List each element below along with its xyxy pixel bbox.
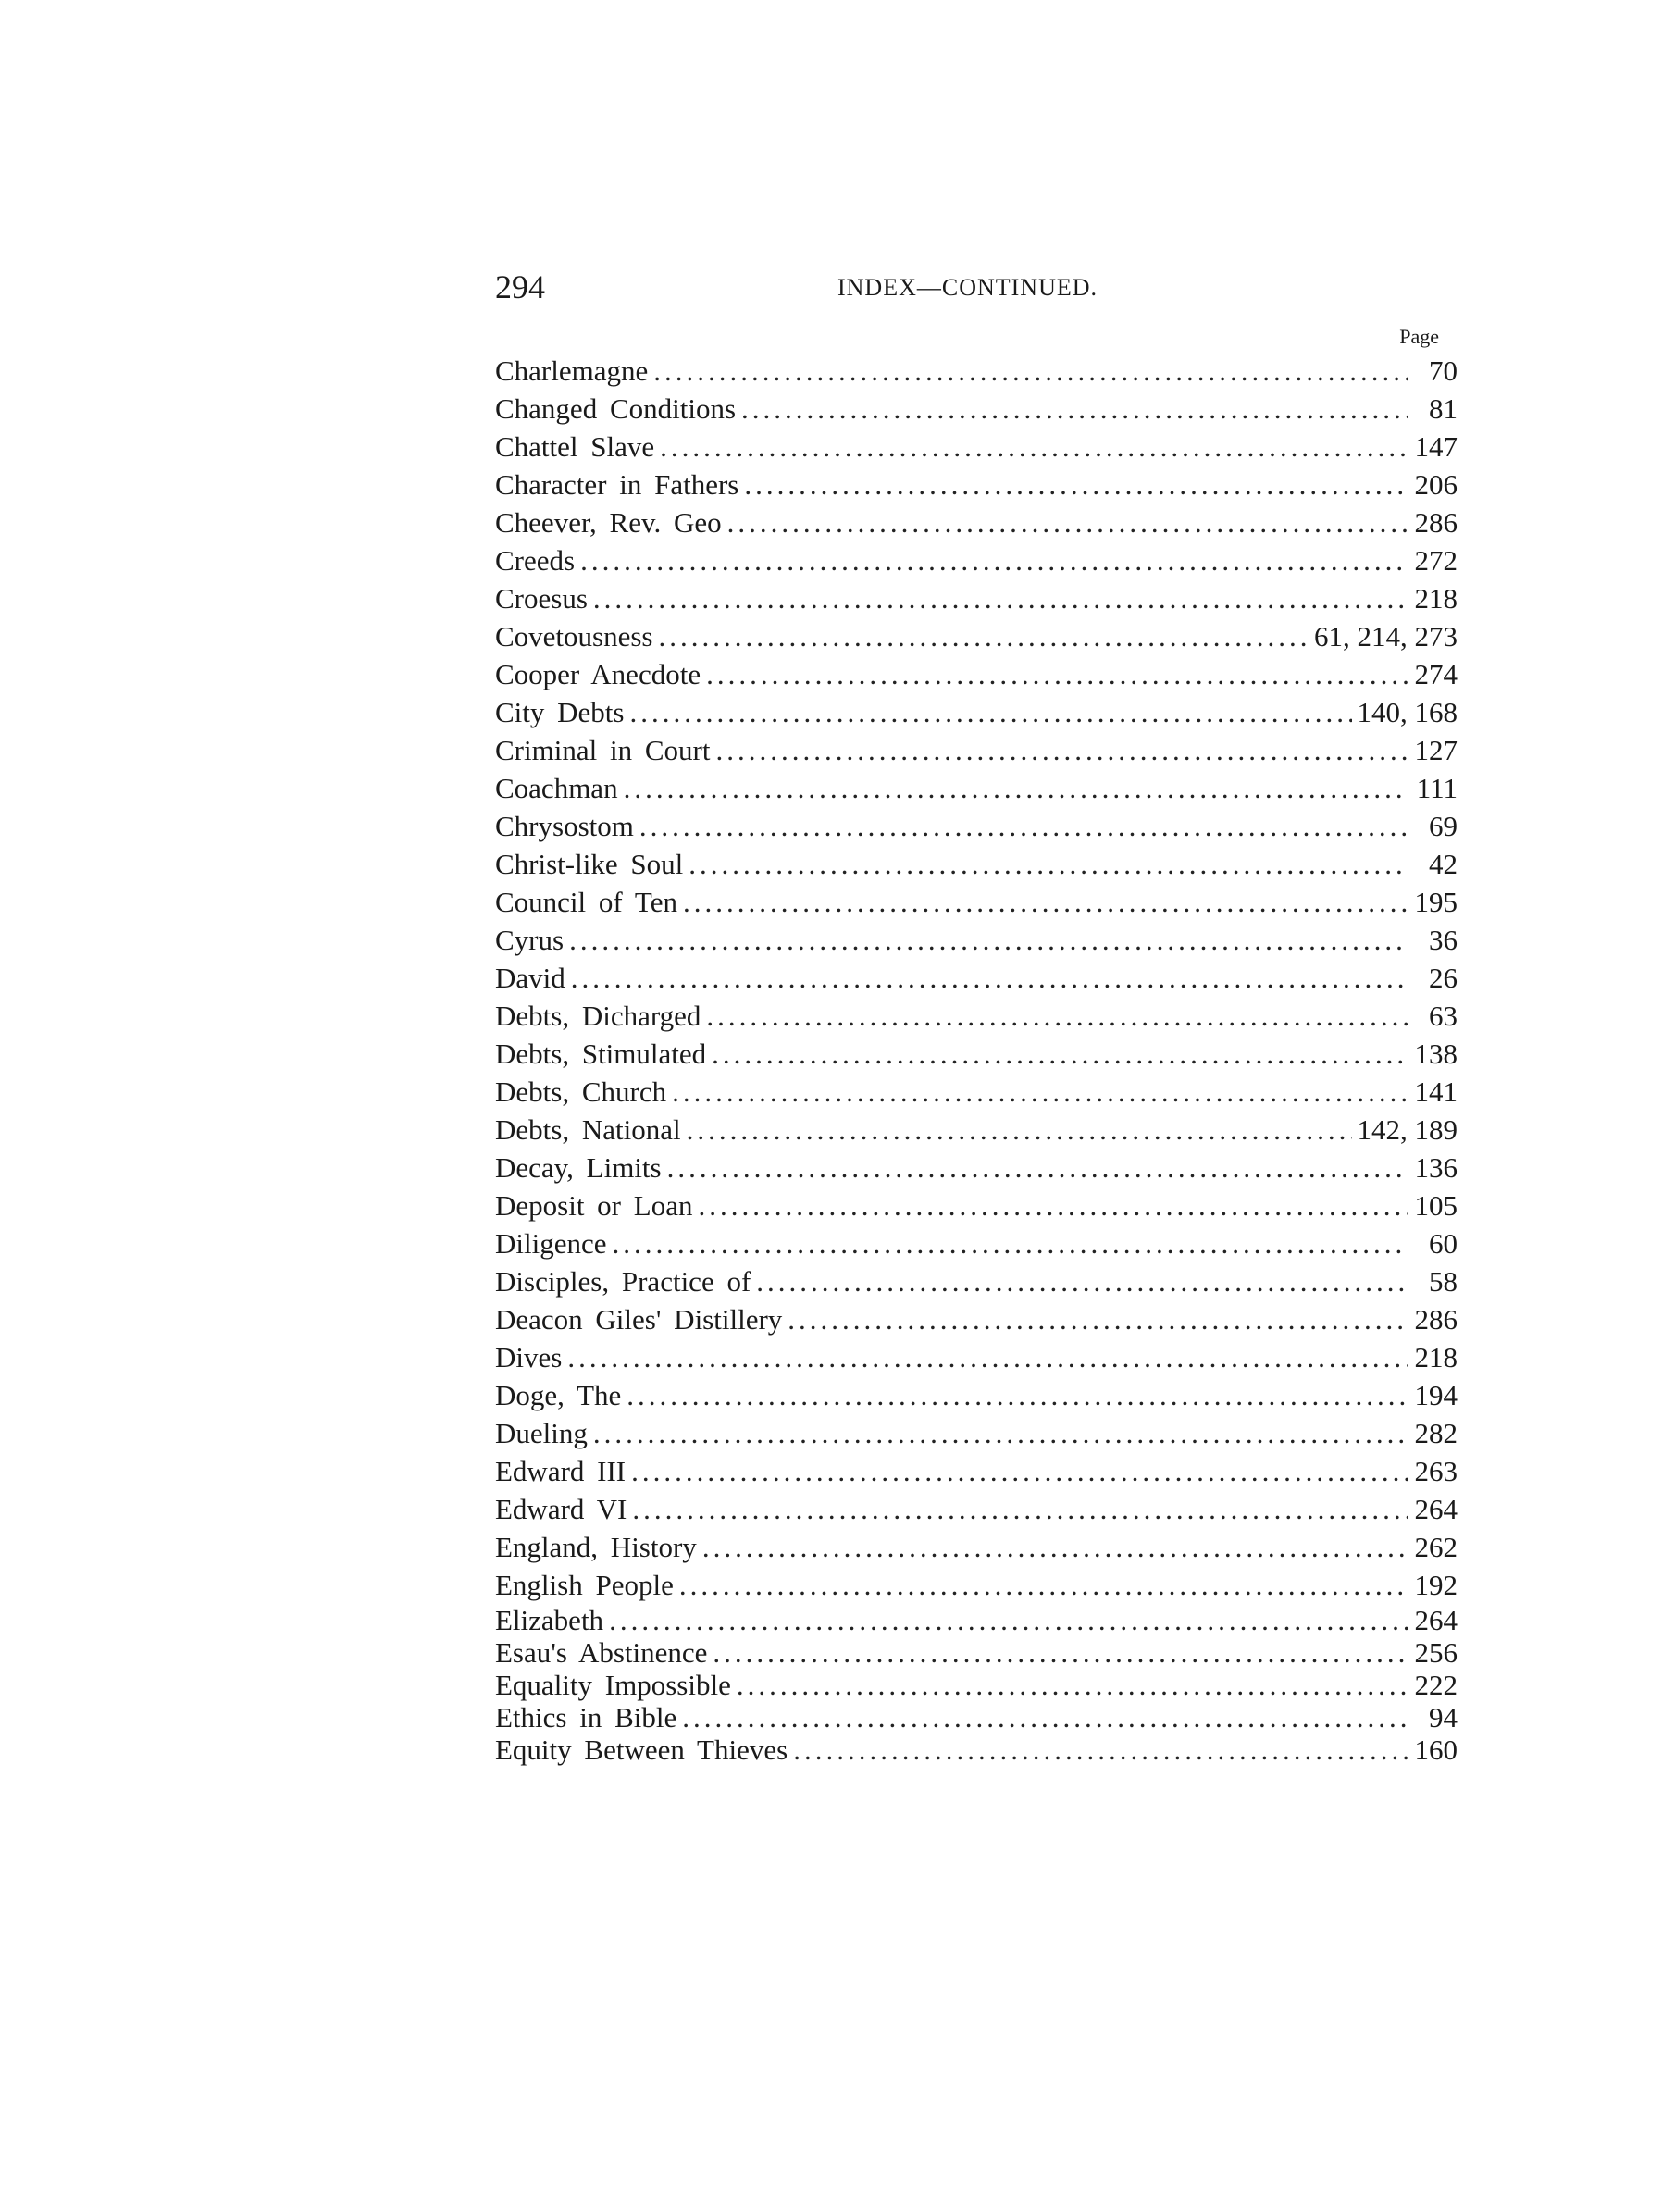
- dot-leader: [632, 1490, 1408, 1528]
- entry-term: Dives: [495, 1341, 563, 1373]
- entry-pages: 136: [1414, 1151, 1458, 1184]
- dot-leader: [593, 579, 1408, 617]
- entry-pages: 26: [1429, 962, 1458, 994]
- entry-term: English People: [495, 1569, 674, 1601]
- entry-term: Edward III: [495, 1455, 627, 1487]
- entry-term: Debts, Church: [495, 1075, 667, 1108]
- index-entry: [495, 693, 1458, 731]
- index-entry: [495, 1528, 1458, 1566]
- dot-leader: [659, 617, 1309, 655]
- index-entry: [495, 1149, 1458, 1187]
- page-header: [495, 268, 1458, 324]
- index-entry: [495, 1414, 1458, 1452]
- dot-leader: [682, 1701, 1408, 1734]
- dot-leader: [660, 428, 1408, 466]
- entry-pages: 264: [1414, 1493, 1458, 1525]
- dot-leader: [609, 1604, 1408, 1636]
- dot-leader: [793, 1734, 1408, 1766]
- entry-pages: 58: [1429, 1265, 1458, 1298]
- index-entry: [495, 466, 1458, 503]
- index-entry: [495, 997, 1458, 1035]
- dot-leader: [631, 1452, 1408, 1490]
- dot-leader: [627, 1376, 1408, 1414]
- index-entry: [495, 1636, 1458, 1669]
- index-entry: [495, 428, 1458, 466]
- entry-term: Debts, National: [495, 1113, 681, 1146]
- entry-pages: 195: [1414, 886, 1458, 918]
- entry-term: Dueling: [495, 1417, 588, 1449]
- dot-leader: [683, 883, 1408, 921]
- dot-leader: [715, 731, 1408, 769]
- entry-term: Disciples, Practice of: [495, 1265, 751, 1298]
- dot-leader: [667, 1149, 1408, 1187]
- entry-pages: 286: [1414, 506, 1458, 539]
- entry-pages: 272: [1414, 544, 1458, 577]
- entry-term: Equality Impossible: [495, 1669, 731, 1701]
- index-entry: [495, 1734, 1458, 1766]
- index-entry: [495, 1224, 1458, 1262]
- entry-pages: 218: [1414, 582, 1458, 615]
- entry-pages: 256: [1414, 1636, 1458, 1669]
- index-entry: [495, 1566, 1458, 1604]
- index-entry: [495, 1338, 1458, 1376]
- dot-leader: [653, 352, 1408, 390]
- dot-leader: [571, 959, 1408, 997]
- dot-leader: [788, 1300, 1408, 1338]
- dot-leader: [698, 1187, 1408, 1224]
- entry-pages: 105: [1414, 1189, 1458, 1222]
- dot-leader: [639, 807, 1408, 845]
- entry-term: England, History: [495, 1531, 697, 1563]
- index-entry: [495, 807, 1458, 845]
- entry-pages: 138: [1414, 1038, 1458, 1070]
- entry-term: Deposit or Loan: [495, 1189, 693, 1222]
- entry-pages: 160: [1414, 1734, 1458, 1766]
- entry-pages: 69: [1429, 810, 1458, 842]
- entry-pages: 127: [1414, 734, 1458, 766]
- entry-term: Criminal in Court: [495, 734, 711, 766]
- dot-leader: [706, 655, 1408, 693]
- dot-leader: [569, 921, 1408, 959]
- entry-term: Edward VI: [495, 1493, 627, 1525]
- dot-leader: [712, 1035, 1408, 1073]
- entry-pages: 142, 189: [1357, 1113, 1458, 1146]
- dot-leader: [727, 503, 1408, 541]
- entry-pages: 36: [1429, 924, 1458, 956]
- entry-term: Doge, The: [495, 1379, 622, 1411]
- dot-leader: [706, 997, 1408, 1035]
- index-entry: [495, 1669, 1458, 1701]
- entry-pages: 60: [1429, 1227, 1458, 1260]
- page-number: 294: [495, 268, 545, 305]
- entry-term: Christ-like Soul: [495, 848, 684, 880]
- index-entry: [495, 1701, 1458, 1734]
- index-entry: [495, 1300, 1458, 1338]
- index-entry: [495, 1490, 1458, 1528]
- index-entry: [495, 655, 1458, 693]
- dot-leader: [737, 1669, 1408, 1701]
- dot-leader: [672, 1073, 1408, 1111]
- entry-term: Decay, Limits: [495, 1151, 662, 1184]
- index-entry: [495, 921, 1458, 959]
- entry-term: David: [495, 962, 565, 994]
- dot-leader: [679, 1566, 1408, 1604]
- entry-term: Character in Fathers: [495, 468, 739, 501]
- entry-pages: 282: [1414, 1417, 1458, 1449]
- index-entry: [495, 883, 1458, 921]
- dot-leader: [567, 1338, 1408, 1376]
- dot-leader: [687, 1111, 1352, 1149]
- entry-pages: 263: [1414, 1455, 1458, 1487]
- dot-leader: [580, 541, 1408, 579]
- index-entry: [495, 352, 1458, 390]
- index-entry: [495, 1111, 1458, 1149]
- entry-pages: 194: [1414, 1379, 1458, 1411]
- entry-term: Diligence: [495, 1227, 607, 1260]
- dot-leader: [689, 845, 1408, 883]
- entry-term: Esau's Abstinence: [495, 1636, 708, 1669]
- index-entry: [495, 959, 1458, 997]
- entry-pages: 274: [1414, 658, 1458, 690]
- index-entry: [495, 503, 1458, 541]
- entry-term: Deacon Giles' Distillery: [495, 1303, 783, 1336]
- entry-term: Chattel Slave: [495, 430, 655, 463]
- entry-term: Changed Conditions: [495, 392, 737, 425]
- entry-term: Ethics in Bible: [495, 1701, 677, 1734]
- dot-leader: [593, 1414, 1408, 1452]
- dot-leader: [624, 769, 1408, 807]
- page-column-label: Page: [1399, 325, 1439, 348]
- index-entry: [495, 617, 1458, 655]
- dot-leader: [756, 1262, 1408, 1300]
- entry-pages: 42: [1429, 848, 1458, 880]
- dot-leader: [741, 390, 1408, 428]
- entry-pages: 286: [1414, 1303, 1458, 1336]
- index-entry: [495, 769, 1458, 807]
- entry-pages: 262: [1414, 1531, 1458, 1563]
- index-entry: [495, 1035, 1458, 1073]
- entry-pages: 140, 168: [1357, 696, 1458, 728]
- index-entry: [495, 1376, 1458, 1414]
- entry-pages: 81: [1429, 392, 1458, 425]
- index-entry: [495, 845, 1458, 883]
- dot-leader: [629, 693, 1351, 731]
- dot-leader: [713, 1636, 1408, 1669]
- index-entry: [495, 541, 1458, 579]
- entry-term: Coachman: [495, 772, 618, 804]
- index-entry: [495, 1073, 1458, 1111]
- index-entry: [495, 390, 1458, 428]
- entry-pages: 147: [1414, 430, 1458, 463]
- index-entry: [495, 1262, 1458, 1300]
- entry-term: Elizabeth: [495, 1604, 604, 1636]
- index-entry: [495, 1187, 1458, 1224]
- entry-term: Croesus: [495, 582, 588, 615]
- index-entries: [495, 352, 1458, 1766]
- entry-term: Council of Ten: [495, 886, 677, 918]
- running-head: INDEX—CONTINUED.: [838, 274, 1098, 301]
- entry-pages: 94: [1429, 1701, 1458, 1734]
- index-entry: [495, 731, 1458, 769]
- dot-leader: [702, 1528, 1408, 1566]
- index-entry: [495, 1604, 1458, 1636]
- index-page: [495, 268, 1458, 1766]
- entry-term: City Debts: [495, 696, 625, 728]
- entry-term: Charlemagne: [495, 354, 649, 387]
- entry-pages: 222: [1414, 1669, 1458, 1701]
- entry-term: Creeds: [495, 544, 576, 577]
- entry-term: Debts, Stimulated: [495, 1038, 707, 1070]
- entry-pages: 63: [1429, 1000, 1458, 1032]
- entry-term: Cyrus: [495, 924, 565, 956]
- dot-leader: [744, 466, 1408, 503]
- entry-term: Debts, Dicharged: [495, 1000, 701, 1032]
- entry-pages: 218: [1414, 1341, 1458, 1373]
- entry-pages: 61, 214, 273: [1314, 620, 1458, 652]
- entry-term: Equity Between Thieves: [495, 1734, 788, 1766]
- entry-pages: 206: [1414, 468, 1458, 501]
- index-entry: [495, 1452, 1458, 1490]
- dot-leader: [613, 1224, 1408, 1262]
- entry-term: Chrysostom: [495, 810, 634, 842]
- entry-term: Cheever, Rev. Geo: [495, 506, 722, 539]
- entry-pages: 192: [1414, 1569, 1458, 1601]
- entry-pages: 141: [1414, 1075, 1458, 1108]
- entry-pages: 70: [1429, 354, 1458, 387]
- entry-term: Covetousness: [495, 620, 653, 652]
- entry-pages: 111: [1416, 772, 1458, 804]
- entry-term: Cooper Anecdote: [495, 658, 701, 690]
- index-entry: [495, 579, 1458, 617]
- entry-pages: 264: [1414, 1604, 1458, 1636]
